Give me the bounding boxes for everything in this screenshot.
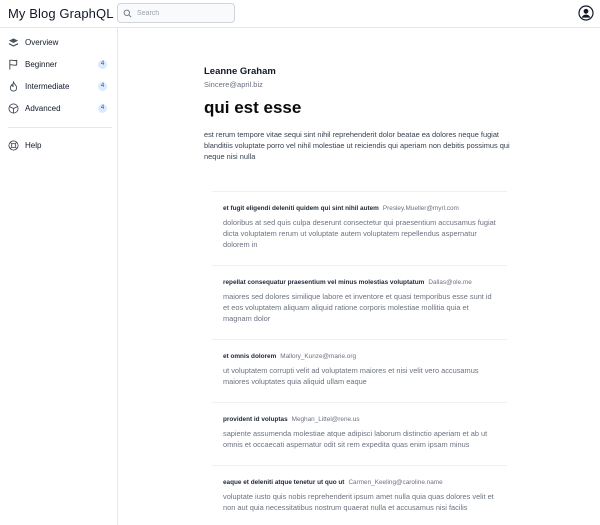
sidebar-item-overview[interactable] [0,32,117,54]
comment-item [212,465,507,525]
comment-name: eaque et deleniti atque tenetur ut quo ut [223,479,345,486]
comment-email[interactable]: Carmen_Keeling@caroline.name [348,479,443,486]
comment-body: ut voluptatem corrupti velit ad voluptatem maiores et nisi velit vero accusamus maiores voluptates quia aliquid ullam eaque [223,366,479,386]
sidebar-item-advanced[interactable] [0,98,117,120]
count-badge: 4 [98,82,107,91]
comment-email[interactable]: Mallory_Kunze@marie.org [280,353,357,360]
comment-email[interactable]: Meghan_Littel@rene.us [291,416,360,423]
comment-item [212,265,507,339]
author-name[interactable]: Leanne Graham [204,66,276,77]
sidebar [0,28,118,525]
comment-body: maiores sed dolores similique labore et inventore et quasi temporibus esse sunt id et eos voluptatem aliquam aliquid ratione corporis molestiae mollitia quia et magnam dolor [223,292,492,323]
shape-icon [8,103,19,114]
comment-name: et omnis dolorem [223,353,277,360]
comment-body: sapiente assumenda molestiae atque adipisci laborum distinctio aperiam et ab ut omnis et occaecati aspernatur odit sit rem expedita quas enim ipsam minus [223,429,488,449]
main-content [118,28,600,525]
sidebar-item-label: Overview [25,38,59,47]
flag-icon [8,59,19,70]
sidebar-item-label: Intermediate [25,82,70,91]
comment-name: et fugit eligendi deleniti quidem qui sint nihil autem [223,205,379,212]
sidebar-divider [8,127,112,128]
post-body: est rerum tempore vitae sequi sint nihil reprehenderit dolor beatae ea dolores neque fugiat blanditiis voluptate porro vel nihil molestiae ut reiciendis qui aperiam non debitis possimus qui neque nisi nulla [204,130,510,161]
post-title: qui est esse [204,98,302,117]
search-input[interactable] [137,10,234,17]
comment-item [212,191,507,265]
search-icon [123,9,132,18]
comment-email[interactable]: Presley.Mueller@myrl.com [382,205,459,212]
user-avatar-icon[interactable] [578,5,594,21]
sidebar-item-label: Beginner [25,60,58,69]
sidebar-item-beginner[interactable] [0,54,117,76]
app-title[interactable]: My Blog GraphQL [8,6,114,21]
search-box[interactable] [117,3,235,23]
comment-item [212,402,507,465]
top-bar [0,0,600,28]
sidebar-item-label: Advanced [25,104,61,113]
stack-icon [8,37,19,48]
sidebar-item-intermediate[interactable] [0,76,117,98]
author-email[interactable]: Sincere@april.biz [204,80,263,89]
comment-body: doloribus at sed quis culpa deserunt consectetur qui praesentium accusamus fugiat dicta voluptatem rerum ut voluptate autem voluptatem repellendus aspernatur dolorem in [223,218,496,249]
comment-email[interactable]: Dallas@ole.me [428,279,472,286]
sidebar-item-help[interactable] [0,135,117,157]
count-badge: 4 [98,104,107,113]
comments-list [212,191,507,525]
comment-name: provident id voluptas [223,416,288,423]
sidebar-item-label: Help [25,141,42,150]
count-badge: 4 [98,60,107,69]
comment-body: voluptate iusto quis nobis reprehenderit ipsum amet nulla quia quas dolores velit et non aut quia necessitatibus nostrum quaerat nulla et accusamus nisi facilis [223,492,494,512]
lifebuoy-icon [8,140,19,151]
flame-icon [8,81,19,92]
comment-name: repellat consequatur praesentium vel minus molestias voluptatum [223,279,425,286]
comment-item [212,339,507,402]
